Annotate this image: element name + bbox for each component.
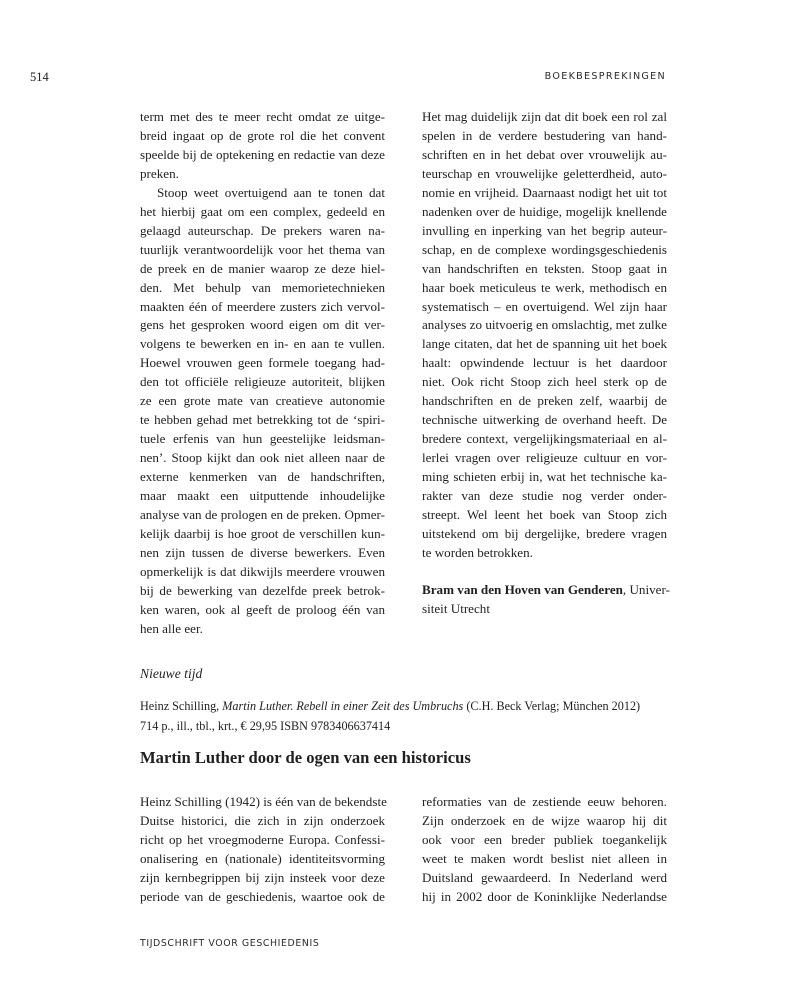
text-line: lange citaten, dat het de spanning uit het boek bbox=[422, 336, 667, 352]
text-line: ming schieten erbij in, wat het technische ka- bbox=[422, 469, 667, 485]
book-details: 714 p., ill., tbl., krt., € 29,95 ISBN 9783406637414 bbox=[140, 718, 391, 733]
text-line: spelen in de verdere bestudering van hand- bbox=[422, 127, 667, 143]
text-line: systematisch – en overtuigend. Wel zijn haar bbox=[422, 298, 667, 314]
text-line: ook voor een breder publiek toegankelijk bbox=[422, 831, 667, 847]
review-end-right-column bbox=[422, 108, 670, 619]
text-line: te hebben gehad met betrekking tot de ‘spiri- bbox=[140, 412, 385, 428]
text-line: schap, en de complexe wordingsgeschiedenis bbox=[422, 241, 667, 257]
text-line: haar boek meticuleus te werk, methodisch en bbox=[422, 279, 667, 295]
review-right-column bbox=[422, 793, 667, 907]
text-line: maar maakt een uitputtende inhoudelijke bbox=[140, 488, 385, 504]
text-line: reformaties van de zestiende eeuw behoren. bbox=[422, 794, 667, 809]
paragraph bbox=[422, 793, 667, 907]
text-line: ken waren, ook al geeft de proloog één van bbox=[140, 601, 385, 617]
text-line: tuurlijk verantwoordelijk voor het thema van bbox=[140, 241, 385, 257]
text-line: haalt: opwindende lectuur is het daardoor bbox=[422, 355, 667, 371]
reviewer-signature bbox=[422, 581, 670, 619]
text-line: niet. Ook richt Stoop zich heel sterk op de bbox=[422, 374, 667, 390]
paragraph bbox=[140, 793, 385, 907]
book-title: Martin Luther. Rebell in einer Zeit des Umbruchs bbox=[222, 699, 464, 713]
text-line: Hoewel vrouwen geen formele toegang had- bbox=[140, 355, 385, 371]
paragraph bbox=[140, 184, 385, 639]
text-line: maakten één of meerdere zusters zich vervol- bbox=[140, 298, 385, 314]
text-line: den tot officiële religieuze autoriteit, blijken bbox=[140, 374, 385, 390]
paragraph bbox=[140, 108, 385, 184]
book-author: Heinz Schilling, bbox=[140, 699, 223, 713]
text-line: hen alle eer. bbox=[140, 620, 203, 636]
text-line: onalisering en (nationale) identiteitsvorming bbox=[140, 850, 385, 866]
text-line: nomie en vrijheid. Daarnaast nodigt het uit tot bbox=[422, 184, 667, 200]
text-line: technische uitwerking de overhand heeft. De bbox=[422, 412, 667, 428]
text-line: Zijn onderzoek en de wijze waarop hij dit bbox=[422, 812, 667, 828]
text-line: externe kenmerken van de handschriften, bbox=[140, 469, 385, 485]
text-line: nen’. Stoop kijkt dan ook niet alleen naar de bbox=[140, 450, 385, 466]
text-line: nen zijn tussen de diverse bewerkers. Even bbox=[140, 544, 385, 560]
book-publisher: (C.H. Beck Verlag; München 2012) bbox=[463, 699, 641, 713]
text-line: rakter van deze studie nog verder onder- bbox=[422, 488, 667, 504]
text-line: speelde bij de optekening en redactie van deze bbox=[140, 146, 385, 162]
text-line: handschriften en de preken zelf, waarbij de bbox=[422, 393, 667, 409]
review-end-left-column bbox=[140, 108, 385, 639]
text-line: van handschriften en teksten. Stoop gaat in bbox=[422, 260, 667, 276]
text-line: opmerkelijk is dat dikwijls meerdere vrouwen bbox=[140, 563, 385, 579]
review-left-column bbox=[140, 793, 385, 907]
text-line: Het mag duidelijk zijn dat dit boek een rol zal bbox=[422, 109, 667, 124]
text-line: gens het gesproken woord eigen om dit ver- bbox=[140, 317, 385, 333]
text-line: lerlei vragen over religieuze cultuur en vor- bbox=[422, 450, 667, 466]
running-head: BOEKBESPREKINGEN bbox=[544, 71, 666, 82]
text-line: de preek en de manier waarop ze deze hiel- bbox=[140, 260, 385, 276]
text-line: analyse van de prologen en de preken. Opmer- bbox=[140, 507, 385, 523]
text-line: richt op het vroegmoderne Europa. Confessi- bbox=[140, 831, 385, 847]
text-line: hij in 2002 door de Koninklijke Nederlandse bbox=[422, 888, 667, 904]
text-line: nadenken over de huidige, mogelijk knellende bbox=[422, 203, 667, 219]
text-line: zijn kernbegrippen bij zijn insteek voor deze bbox=[140, 869, 385, 885]
text-line: het hierbij gaat om een complex, gedeeld en bbox=[140, 203, 385, 219]
bibliography-line-1 bbox=[140, 697, 680, 717]
text-line: ze een grote mate van creatieve autonomie bbox=[140, 393, 385, 409]
text-line: bredere context, vergelijkingsmateriaal en al- bbox=[422, 431, 667, 447]
text-line: volgens te bewerken en in- en aan te vullen. bbox=[140, 336, 385, 352]
review-title: Martin Luther door de ogen van een historicus bbox=[140, 748, 471, 767]
reviewer-affiliation-cont: siteit Utrecht bbox=[422, 600, 490, 616]
page-number: 514 bbox=[30, 70, 49, 84]
text-line: Stoop weet overtuigend aan te tonen dat bbox=[157, 184, 385, 200]
text-line: preken. bbox=[140, 165, 179, 181]
text-line: term met des te meer recht omdat ze uitge- bbox=[140, 109, 385, 124]
section-label: Nieuwe tijd bbox=[140, 666, 203, 681]
text-line: periode van de geschiedenis, waartoe ook de bbox=[140, 888, 385, 904]
text-line: teurschap en vrouwelijke geletterdheid, auto- bbox=[422, 165, 667, 181]
bibliographic-entry bbox=[140, 697, 680, 736]
text-line: schriften en in het debat over vrouwelijk au- bbox=[422, 146, 667, 162]
paragraph bbox=[422, 108, 667, 563]
reviewer-affiliation: , Univer- bbox=[622, 581, 670, 597]
text-line: streept. Wel leent het boek van Stoop zich bbox=[422, 507, 667, 523]
text-line: den. Met behulp van memorietechnieken bbox=[140, 279, 385, 295]
text-line: te worden betrokken. bbox=[422, 544, 533, 560]
text-line: uitstekend om bij dergelijke, bredere vragen bbox=[422, 525, 667, 541]
text-line: analyses zo uitvoerig en omslachtig, met zulke bbox=[422, 317, 667, 333]
text-line: bij de bewerking van dezelfde preek betrok- bbox=[140, 582, 385, 598]
text-line: Duitse historici, die zich in zijn onderzoek bbox=[140, 812, 385, 828]
text-line: tuele erfenis van hun geestelijke leidsman- bbox=[140, 431, 385, 447]
text-line: gelaagd auteurschap. De prekers waren na- bbox=[140, 222, 385, 238]
text-line: kelijk daarbij is hoe groot de verschillen kun- bbox=[140, 525, 385, 541]
reviewer-name: Bram van den Hoven van Genderen bbox=[422, 581, 623, 597]
journal-footer: TIJDSCHRIFT VOOR GESCHIEDENIS bbox=[140, 938, 320, 949]
text-line: invulling en inperking van het begrip auteur- bbox=[422, 222, 667, 238]
text-line: Duitsland gewaardeerd. In Nederland werd bbox=[422, 869, 667, 885]
text-line: weet te maken wordt beslist niet alleen in bbox=[422, 850, 667, 866]
text-line: Heinz Schilling (1942) is één van de bekendste bbox=[140, 794, 387, 809]
text-line: breid ingaat op de grote rol die het convent bbox=[140, 127, 385, 143]
